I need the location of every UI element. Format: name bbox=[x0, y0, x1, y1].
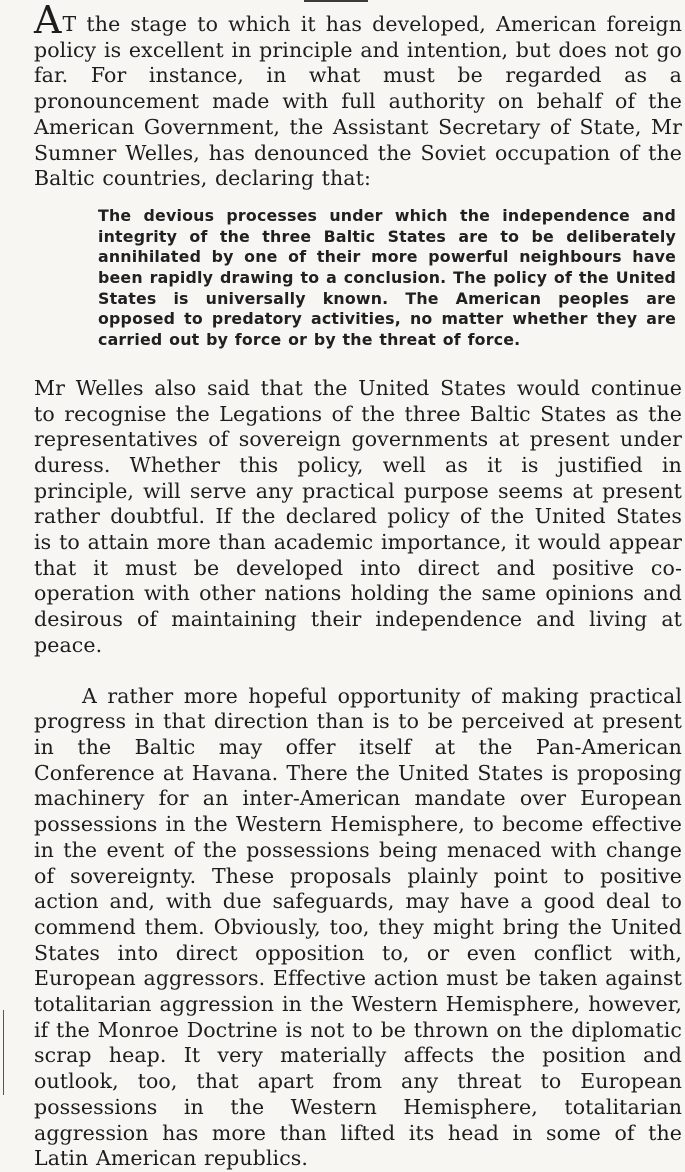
paragraph-2: Mr Welles also said that the United States would continue to recognise the Legations of the three Baltic States as the representatives of sovereign governments at present under duress. Whether this policy, well as it is justified in principle, will serve any practical purpose seems at present rather doubtful. If the declared policy of the United States is to attain more than academic importance, it would appear that it must be developed into direct and positive co-operation with other nations holding the same opinions and desirous of maintaining their independence and living at peace. bbox=[34, 375, 682, 657]
paragraph-1-text: T the stage to which it has developed, American foreign policy is excellent in principle and intention, but does not go far. For instance, in what must be regarded as a pronouncement made with full authority on behalf of the American Government, the Assistant Secretary of State, Mr Sumner Welles, has denounced the Soviet occupation of the Baltic countries, declaring that: bbox=[34, 12, 682, 191]
top-rule bbox=[304, 0, 368, 2]
drop-cap: A bbox=[34, 0, 62, 42]
paragraph-1 bbox=[34, 0, 682, 192]
block-quote: The devious processes under which the independence and integrity of the three Baltic States are to be deliberately annihilated by one of their more powerful neighbours have been rapidly drawing to a conclusion. The policy of the United States is universally known. The American peoples are opposed to predatory activities, no matter whether they are carried out by force or by the threat of force. bbox=[98, 205, 676, 350]
paragraph-3: A rather more hopeful opportunity of making practical progress in that direction than is to be perceived at present in the Baltic may offer itself at the Pan-American Conference at Havana. There the United States is proposing machinery for an inter-American mandate over European possessions in the Western Hemisphere, to become effective in the event of the possessions being menaced with change of sovereignty. These proposals plainly point to positive action and, with due safeguards, may have a good deal to commend them. Obviously, too, they might bring the United States into direct opposition to, or even conflict with, European aggressors. Effective action must be taken against totalitarian aggression in the Western Hemisphere, however, if the Monroe Doctrine is not to be thrown on the diplomatic scrap heap. It very materially affects the position and outlook, too, that apart from any threat to European possessions in the Western Hemisphere, totalitarian aggression has more than lifted its head in some of the Latin American republics. bbox=[34, 683, 682, 1171]
margin-rule bbox=[3, 1010, 4, 1095]
article-column bbox=[34, 0, 682, 1172]
